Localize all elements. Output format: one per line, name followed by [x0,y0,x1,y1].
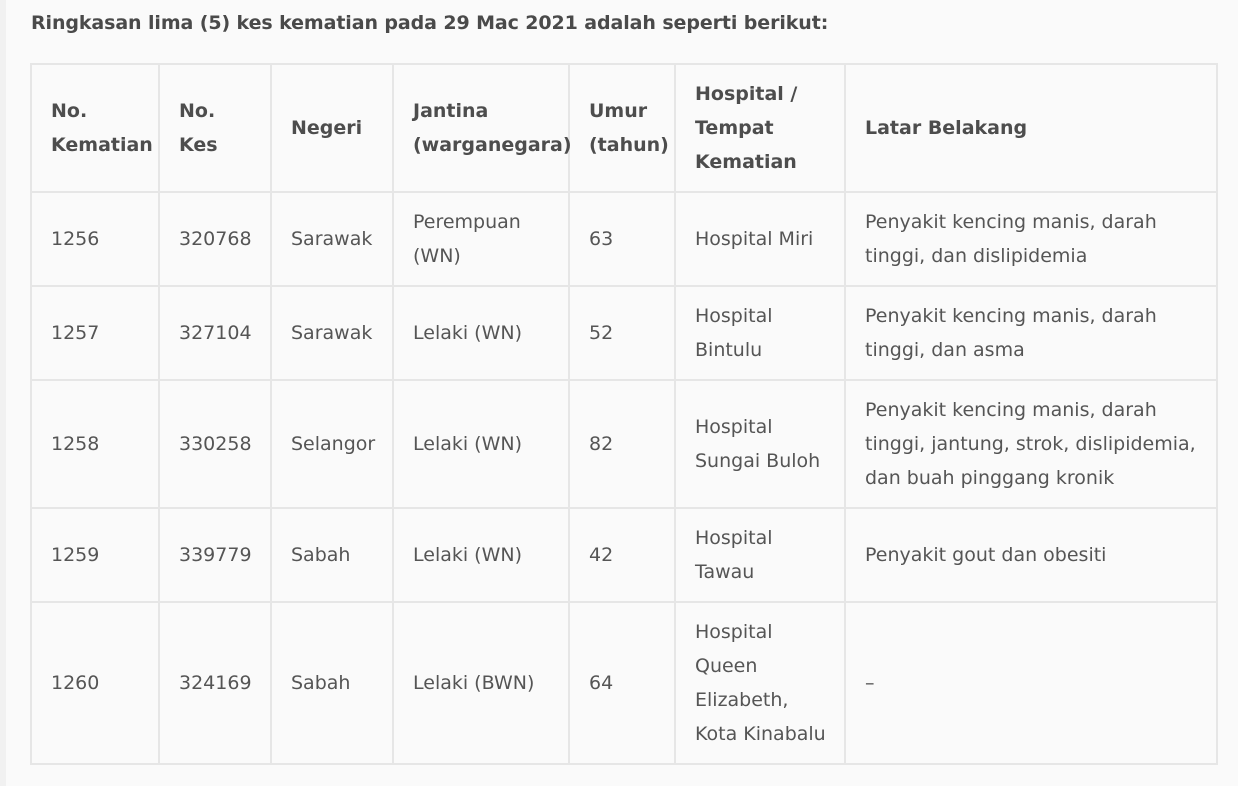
cell-no-kematian: 1260 [31,602,159,764]
cell-umur: 63 [569,192,675,286]
cell-latar-belakang: – [845,602,1217,764]
cell-jantina: Lelaki (WN) [393,380,569,508]
table-row [31,380,1217,508]
header-hospital: Hospital / Tempat Kematian [675,64,845,192]
cell-latar-belakang: Penyakit gout dan obesiti [845,508,1217,602]
cell-no-kematian: 1259 [31,508,159,602]
cell-negeri: Sarawak [271,286,393,380]
cell-umur: 82 [569,380,675,508]
header-no-kematian: No. Kematian [31,64,159,192]
table-row [31,286,1217,380]
table-row [31,192,1217,286]
death-cases-table [30,63,1218,765]
cell-no-kes: 324169 [159,602,271,764]
cell-no-kematian: 1256 [31,192,159,286]
header-umur: Umur (tahun) [569,64,675,192]
cell-umur: 64 [569,602,675,764]
cell-no-kes: 327104 [159,286,271,380]
cell-negeri: Sarawak [271,192,393,286]
header-jantina: Jantina (warganegara) [393,64,569,192]
intro-text: Ringkasan lima (5) kes kematian pada 29 Mac 2021 adalah seperti berikut: [31,12,829,34]
cell-no-kes: 320768 [159,192,271,286]
cell-no-kematian: 1257 [31,286,159,380]
cell-jantina: Lelaki (WN) [393,286,569,380]
cell-hospital: Hospital Bintulu [675,286,845,380]
header-latar-belakang: Latar Belakang [845,64,1217,192]
page-edge [0,0,6,786]
cell-hospital: Hospital Miri [675,192,845,286]
cell-hospital: Hospital Sungai Buloh [675,380,845,508]
cell-hospital: Hospital Queen Elizabeth, Kota Kinabalu [675,602,845,764]
cell-negeri: Sabah [271,602,393,764]
cell-latar-belakang: Penyakit kencing manis, darah tinggi, dan asma [845,286,1217,380]
cell-negeri: Selangor [271,380,393,508]
table-row [31,508,1217,602]
cell-umur: 52 [569,286,675,380]
cell-latar-belakang: Penyakit kencing manis, darah tinggi, dan dislipidemia [845,192,1217,286]
cell-umur: 42 [569,508,675,602]
cell-no-kes: 339779 [159,508,271,602]
header-negeri: Negeri [271,64,393,192]
cell-latar-belakang: Penyakit kencing manis, darah tinggi, jantung, strok, dislipidemia, dan buah pinggang kronik [845,380,1217,508]
cell-negeri: Sabah [271,508,393,602]
header-no-kes: No. Kes [159,64,271,192]
cell-jantina: Lelaki (WN) [393,508,569,602]
cell-no-kes: 330258 [159,380,271,508]
table-row [31,602,1217,764]
cell-jantina: Perempuan (WN) [393,192,569,286]
table-header-row [31,64,1217,192]
cell-hospital: Hospital Tawau [675,508,845,602]
cell-no-kematian: 1258 [31,380,159,508]
cell-jantina: Lelaki (BWN) [393,602,569,764]
